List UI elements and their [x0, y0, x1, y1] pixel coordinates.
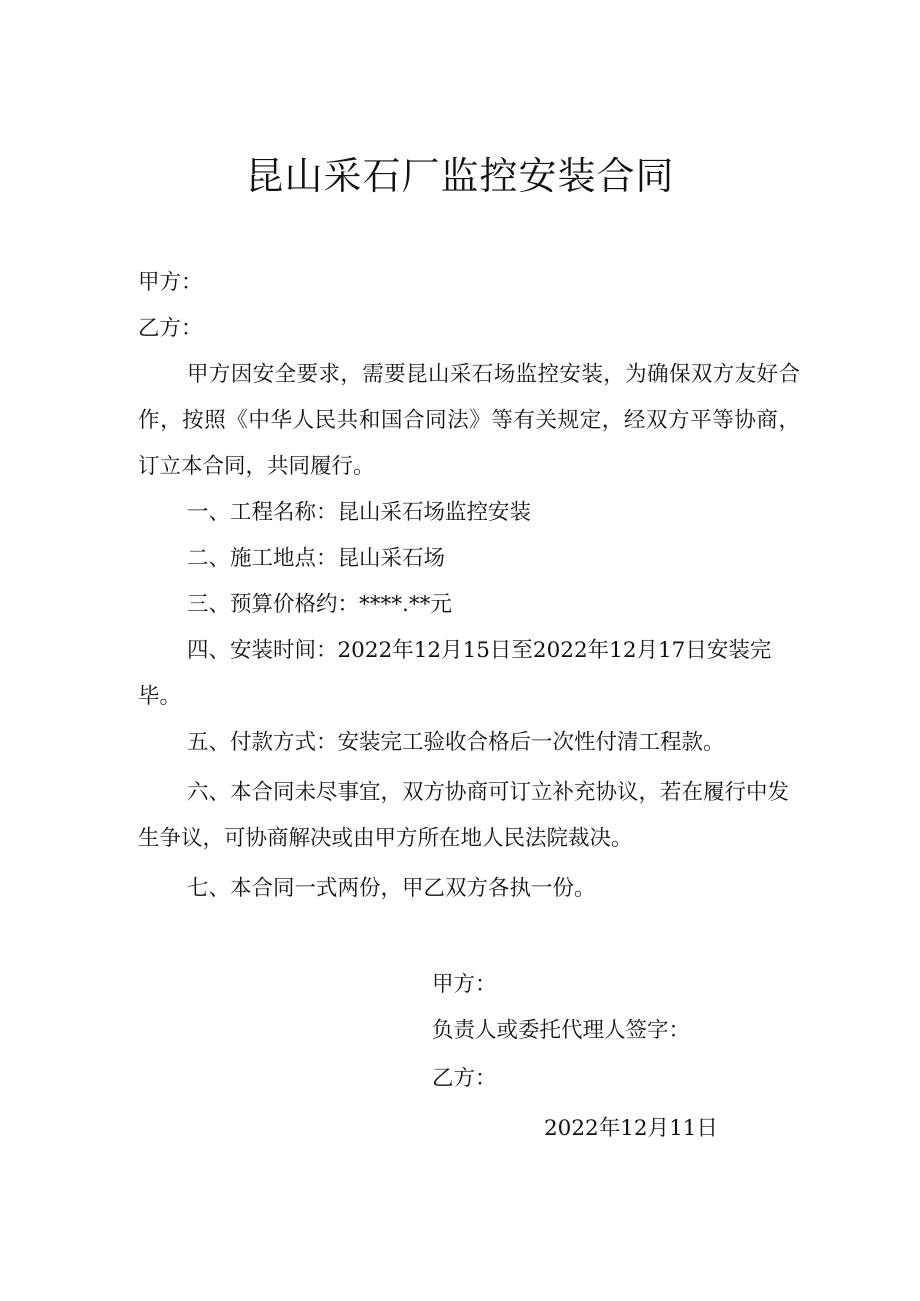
- signature-date: 2022年12月11日: [544, 1116, 718, 1141]
- clause-2: 二、施工地点：昆山采石场: [187, 546, 446, 571]
- party-a-label: 甲方：: [138, 270, 203, 295]
- party-b-label: 乙方：: [138, 316, 203, 341]
- clause-4: 四、安装时间：2022年12月15日至2022年12月17日安装完毕。: [138, 638, 772, 709]
- clause-6: 六、本合同未尽事宜，双方协商可订立补充协议，若在履行中发生争议，可协商解决或由甲方所在地人民法院裁决。: [138, 780, 790, 851]
- clause-3: 三、预算价格约：****.**元: [187, 592, 452, 617]
- clause-5: 五、付款方式：安装完工验收合格后一次性付清工程款。: [187, 730, 725, 755]
- clause-7: 七、本合同一式两份，甲乙双方各执一份。: [187, 876, 596, 901]
- signature-party-a: 甲方：: [432, 972, 497, 997]
- document-title: 昆山采石厂监控安装合同: [245, 154, 675, 198]
- signature-representative: 负责人或委托代理人签字：: [432, 1018, 691, 1043]
- intro-paragraph: 甲方因安全要求，需要昆山采石场监控安装，为确保双方友好合作，按照《中华人民共和国合同法》等有关规定，经双方平等协商，订立本合同，共同履行。: [138, 362, 800, 479]
- clause-1: 一、工程名称：昆山采石场监控安装: [187, 500, 532, 525]
- signature-party-b: 乙方：: [432, 1066, 497, 1091]
